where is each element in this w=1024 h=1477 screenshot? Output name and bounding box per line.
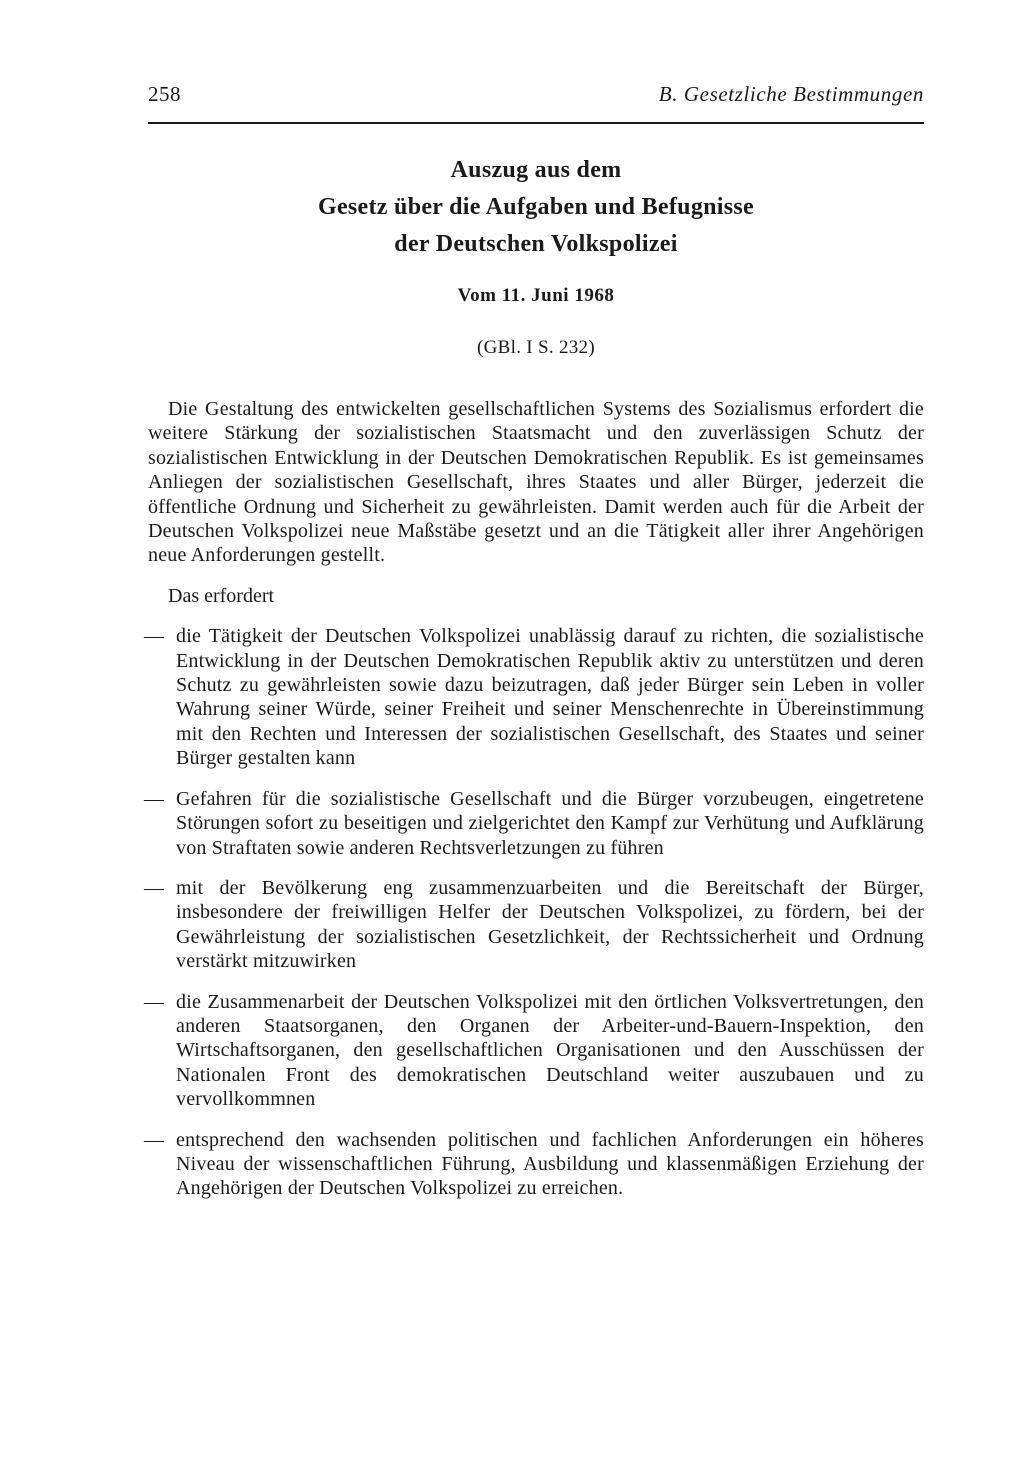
list-item-text: Gefahren für die sozialistische Gesellschaft und die Bürger vorzubeugen, eingetretene Störungen sofort zu beseitigen und zielgerichtet den Kampf zur Verhütung und Aufklärung von Straftaten sowie anderen Rechtsverletzungen zu führen — [176, 787, 924, 859]
list-item-text: die Zusammenarbeit der Deutschen Volkspolizei mit den örtlichen Volksvertretungen, den anderen Staatsorganen, den Organen der Arbeiter-und-Bauern-Inspektion, den Wirtschaftsorganen, den gesellschaftlichen Organisationen und den Ausschüssen der Nationalen Front des demokratischen Deutschland weiter auszubauen und zu vervollkommnen — [176, 990, 924, 1111]
section-title: B. Gesetzliche Bestimmungen — [658, 82, 924, 106]
list-item — [144, 990, 924, 1112]
title-line: Auszug aus dem — [450, 157, 622, 183]
list-item — [144, 1128, 924, 1201]
list-item — [144, 787, 924, 860]
preamble-paragraph: Die Gestaltung des entwickelten gesellschaftlichen Systems des Sozialismus erfordert die weitere Stärkung der sozialistischen Staatsmacht und den zuverlässigen Schutz der sozialistischen Entwicklung in der Deutschen Demokratischen Republik. Es ist gemeinsames Anliegen der sozialistischen Gesellschaft, ihres Staates und aller Bürger, jederzeit die öffentliche Ordnung und Sicherheit zu gewährleisten. Damit werden auch für die Arbeit der Deutschen Volkspolizei neue Maßstäbe gesetzt und an die Tätigkeit aller ihrer Angehörigen neue Anforderungen gestellt. — [148, 398, 924, 567]
document-page — [144, 78, 924, 1217]
page-number: 258 — [148, 82, 181, 106]
list-item-text: die Tätigkeit der Deutschen Volkspolizei unablässig darauf zu richten, die sozialistische Entwicklung in der Deutschen Demokratischen Republik aktiv zu unterstützen und deren Schutz zu gewährleisten sowie dazu beizutragen, daß jeder Bürger sein Leben in voller Wahrung seiner Würde, seiner Freiheit und seiner Menschenrechte in Übereinstimmung mit den Rechten und Interessen der sozialistischen Gesellschaft, des Staates und seiner Bürger gestalten kann — [176, 625, 924, 770]
header-rule — [148, 122, 924, 124]
title-line: der Deutschen Volkspolizei — [394, 231, 678, 257]
list-item-text: entsprechend den wachsenden politischen und fachlichen Anforderungen ein höheres Niveau der wissenschaftlichen Führung, Ausbildung und klassenmäßigen Erziehung der Angehörigen der Deutschen Volkspolizei zu erreichen. — [176, 1128, 924, 1200]
running-head — [148, 78, 924, 118]
requirements-list — [144, 624, 924, 1201]
dash-bullet: — — [144, 625, 165, 648]
document-title — [148, 152, 924, 263]
title-line: Gesetz über die Aufgaben und Befugnisse — [318, 194, 754, 220]
dash-bullet: — — [144, 1128, 165, 1151]
dash-bullet: — — [144, 990, 165, 1013]
dash-bullet: — — [144, 787, 165, 810]
list-item — [144, 876, 924, 974]
law-date: Vom 11. Juni 1968 — [457, 285, 615, 306]
list-item-text: mit der Bevölkerung eng zusammenzuarbeiten und die Bereitschaft der Bürger, insbesondere der freiwilligen Helfer der Deutschen Volkspolizei, zu fördern, bei der Gewährleistung der sozialistischen Gesetzlichkeit, der Rechtssicherheit und Ordnung verstärkt mitzuwirken — [176, 876, 924, 973]
gazette-reference: (GBl. I S. 232) — [477, 337, 595, 358]
dash-bullet: — — [144, 876, 165, 899]
list-item — [144, 624, 924, 770]
list-intro: Das erfordert — [168, 584, 275, 607]
